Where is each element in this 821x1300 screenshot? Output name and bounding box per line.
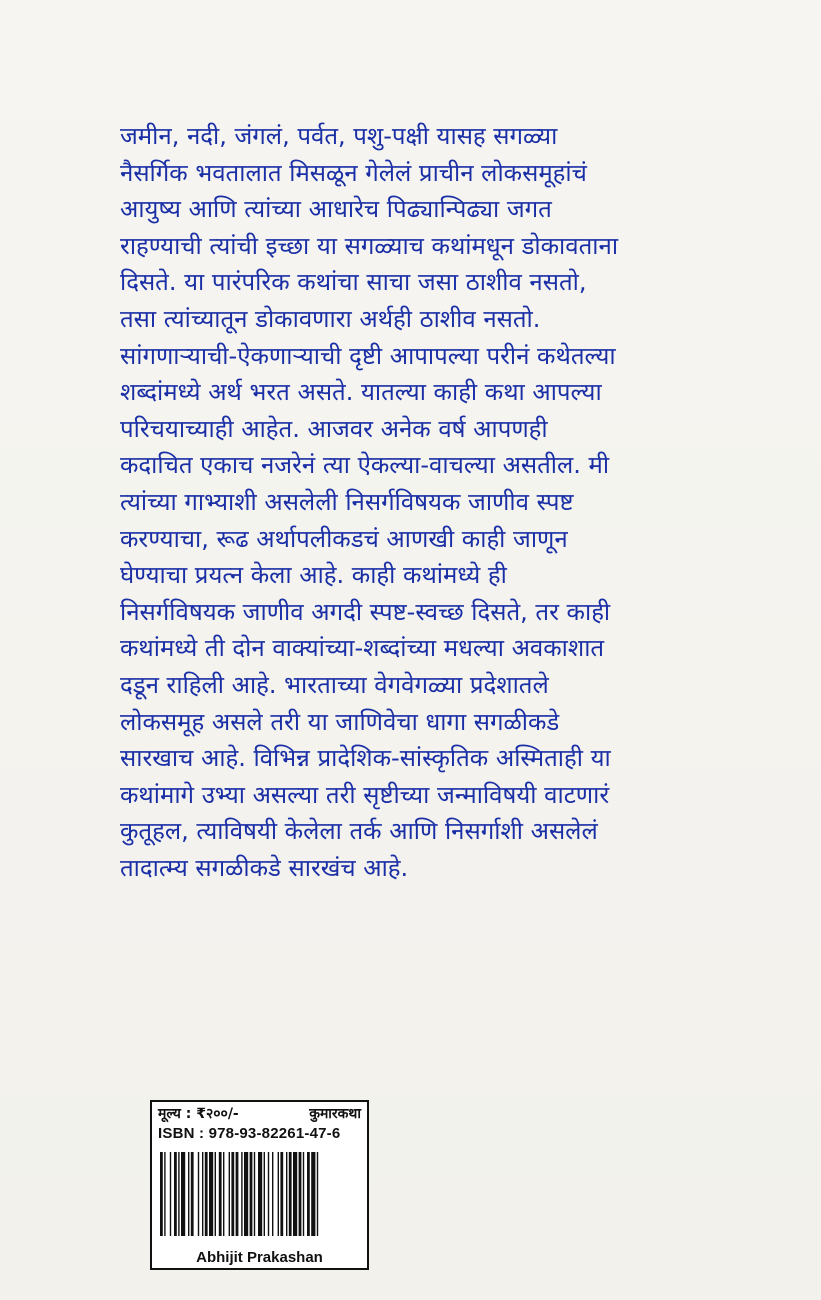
barcode-bar bbox=[268, 1152, 269, 1236]
barcode-bar bbox=[272, 1152, 273, 1236]
barcode-bar bbox=[317, 1152, 318, 1236]
blurb-line: आयुष्य आणि त्यांच्या आधारेच पिढ्यान्पिढ्या जगत bbox=[120, 195, 552, 224]
barcode-bar bbox=[244, 1152, 248, 1236]
blurb-line: सारखाच आहे. विभिन्न प्रादेशिक-सांस्कृतिक अस्मिताही या bbox=[120, 744, 611, 773]
barcode-bars-graphic bbox=[160, 1152, 356, 1236]
barcode-box bbox=[150, 1100, 369, 1270]
blurb-line: निसर्गविषयक जाणीव अगदी स्पष्ट-स्वच्छ दिसते, तर काही bbox=[120, 597, 611, 626]
barcode-bar bbox=[219, 1152, 222, 1236]
barcode-bar bbox=[241, 1152, 242, 1236]
price-label: मूल्य : ₹२००/- bbox=[158, 1106, 239, 1122]
barcode-bar bbox=[198, 1152, 199, 1236]
barcode-bar bbox=[280, 1152, 283, 1236]
blurb-line: कुतूहल, त्याविषयी केलेला तर्क आणि निसर्गाशी असलेलं bbox=[120, 817, 598, 846]
barcode-bar bbox=[170, 1152, 171, 1236]
barcode-bar bbox=[181, 1152, 185, 1236]
barcode-bar bbox=[202, 1152, 203, 1236]
barcode-bar bbox=[205, 1152, 208, 1236]
barcode-bar bbox=[223, 1152, 224, 1236]
barcode-bar bbox=[160, 1152, 163, 1236]
blurb-line: तसा त्यांच्यातून डोकावणारा अर्थही ठाशीव नसतो. bbox=[120, 304, 541, 333]
barcode-bar bbox=[286, 1152, 287, 1236]
blurb-line: तादात्म्य सगळीकडे सारखंच आहे. bbox=[120, 853, 409, 882]
blurb-line: करण्याचा, रूढ अर्थापलीकडचं आणखी काही जाणून bbox=[120, 524, 568, 553]
barcode-bar bbox=[311, 1152, 315, 1236]
blurb-line: दिसते. या पारंपरिक कथांचा साचा जसा ठाशीव नसतो, bbox=[120, 268, 587, 297]
barcode-bar bbox=[215, 1152, 216, 1236]
barcode-bar bbox=[293, 1152, 297, 1236]
barcode-bar bbox=[178, 1152, 179, 1236]
barcode-bar bbox=[307, 1152, 310, 1236]
barcode-bar bbox=[254, 1152, 255, 1236]
blurb-line: राहण्याची त्यांची इच्छा या सगळ्याच कथांमधून डोकावताना bbox=[120, 231, 619, 260]
barcode-image bbox=[160, 1152, 356, 1236]
blurb-line: सांगणाऱ्याची-ऐकणाऱ्याची दृष्टी आपापल्या परीनं कथेतल्या bbox=[120, 341, 616, 370]
blurb-line: घेण्याचा प्रयत्न केला आहे. काही कथांमध्ये ही bbox=[120, 561, 507, 590]
barcode-bar bbox=[299, 1152, 302, 1236]
barcode-bar bbox=[289, 1152, 292, 1236]
publisher-name: Abhijit Prakashan bbox=[196, 1249, 323, 1266]
blurb-line: नैसर्गिक भवतालात मिसळून गेलेलं प्राचीन लोकसमूहांचं bbox=[120, 158, 587, 187]
barcode-bar bbox=[191, 1152, 194, 1236]
blurb-line: कदाचित एकाच नजरेनं त्या ऐकल्या-वाचल्या असतील. मी bbox=[120, 451, 610, 480]
barcode-bar bbox=[229, 1152, 230, 1236]
blurb-line: लोकसमूह असले तरी या जाणिवेचा धागा सगळीकडे bbox=[120, 707, 560, 736]
isbn-label: ISBN : 978-93-82261-47-6 bbox=[158, 1125, 341, 1142]
barcode-bar bbox=[164, 1152, 165, 1236]
blurb-line: त्यांच्या गाभ्याशी असलेली निसर्गविषयक जाणीव स्पष्ट bbox=[120, 487, 574, 516]
barcode-bar bbox=[250, 1152, 253, 1236]
blurb-line: जमीन, नदी, जंगलं, पर्वत, पशु-पक्षी यासह सगळ्या bbox=[120, 122, 558, 150]
barcode-bar bbox=[174, 1152, 177, 1236]
barcode-bar bbox=[188, 1152, 189, 1236]
blurb-line: दडून राहिली आहे. भारताच्या वेगवेगळ्या प्रदेशातले bbox=[120, 670, 549, 699]
blurb-line: परिचयाच्याही आहेत. आजवर अनेक वर्ष आपणही bbox=[120, 414, 548, 443]
blurb-line: शब्दांमध्ये अर्थ भरत असते. यातल्या काही कथा आपल्या bbox=[120, 378, 602, 407]
blurb-text bbox=[120, 118, 760, 886]
barcode-bar bbox=[258, 1152, 262, 1236]
barcode-bar bbox=[303, 1152, 304, 1236]
barcode-bar bbox=[231, 1152, 234, 1236]
blurb-line: कथांमागे उभ्या असल्या तरी सृष्टीच्या जन्माविषयी वाटणारं bbox=[120, 780, 610, 809]
blurb-line: कथांमध्ये ती दोन वाक्यांच्या-शब्दांच्या मधल्या अवकाशात bbox=[120, 634, 605, 663]
barcode-bar bbox=[264, 1152, 265, 1236]
barcode-bar bbox=[278, 1152, 279, 1236]
barcode-bar bbox=[209, 1152, 213, 1236]
price-row bbox=[152, 1102, 367, 1125]
category-label: कुमारकथा bbox=[309, 1106, 361, 1122]
barcode-bar bbox=[236, 1152, 239, 1236]
